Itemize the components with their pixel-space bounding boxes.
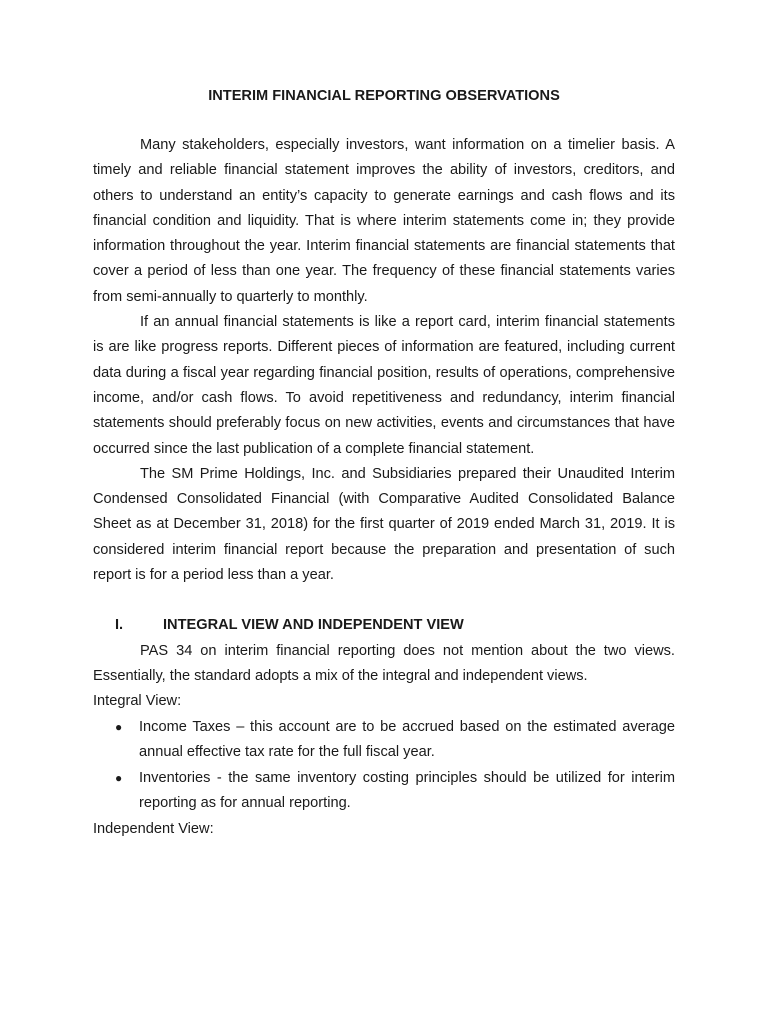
paragraph-timeliness: Many stakeholders, especially investors, want information on a timelier basis. A timely and reliable financial statement improves the ability of investors, creditors, and others to understand an entity’s capacity to generate earnings and cash flows and its financial condition and liquidity. That is where interim statements come in; they provide information throughout the year. Interim financial statements are financial statements that cover a period of less than one year. The frequency of these financial statements varies from semi-annually to quarterly to monthly.: [93, 137, 675, 305]
bullet-icon: ●: [115, 771, 123, 786]
section-title: INTEGRAL VIEW AND INDEPENDENT VIEW: [163, 617, 464, 634]
document-title: INTERIM FINANCIAL REPORTING OBSERVATIONS: [208, 88, 560, 104]
list-item: [93, 766, 675, 817]
list-item: [93, 715, 675, 766]
bullet-icon: ●: [115, 719, 123, 734]
list-item-text: Income Taxes – this account are to be accrued based on the estimated average annual effective tax rate for the full fiscal year.: [139, 718, 675, 760]
list-item-text: Inventories - the same inventory costing principles should be utilized for interim reporting as for annual reporting.: [139, 770, 675, 812]
independent-view-label: Independent View:: [93, 820, 214, 837]
section-number: I.: [115, 617, 124, 634]
document-page: [93, 85, 675, 842]
integral-view-label: Integral View:: [93, 693, 182, 710]
paragraph-pas34: PAS 34 on interim financial reporting does not mention about the two views. Essentially, the standard adopts a mix of the integral and independent views.: [93, 642, 675, 684]
integral-view-list: [93, 715, 675, 817]
paragraph-sm-prime: The SM Prime Holdings, Inc. and Subsidiaries prepared their Unaudited Interim Condensed Consolidated Financial (with Comparative Audited Consolidated Balance Sheet as at December 31, 2018) for the first quarter of 2019 ended March 31, 2019. It is considered interim financial report because the preparation and presentation of such report is for a period less than a year.: [93, 465, 675, 584]
section-heading: [93, 613, 675, 638]
paragraph-progress-reports: If an annual financial statements is like a report card, interim financial statements is are like progress reports. Different pieces of information are featured, including current data during a fiscal year regarding financial position, results of operations, comprehensive income, and/or cash flows. To avoid repetitiveness and redundancy, interim financial statements should preferably focus on new activities, events and circumstances that have occurred since the last publication of a complete financial statement.: [93, 314, 675, 457]
